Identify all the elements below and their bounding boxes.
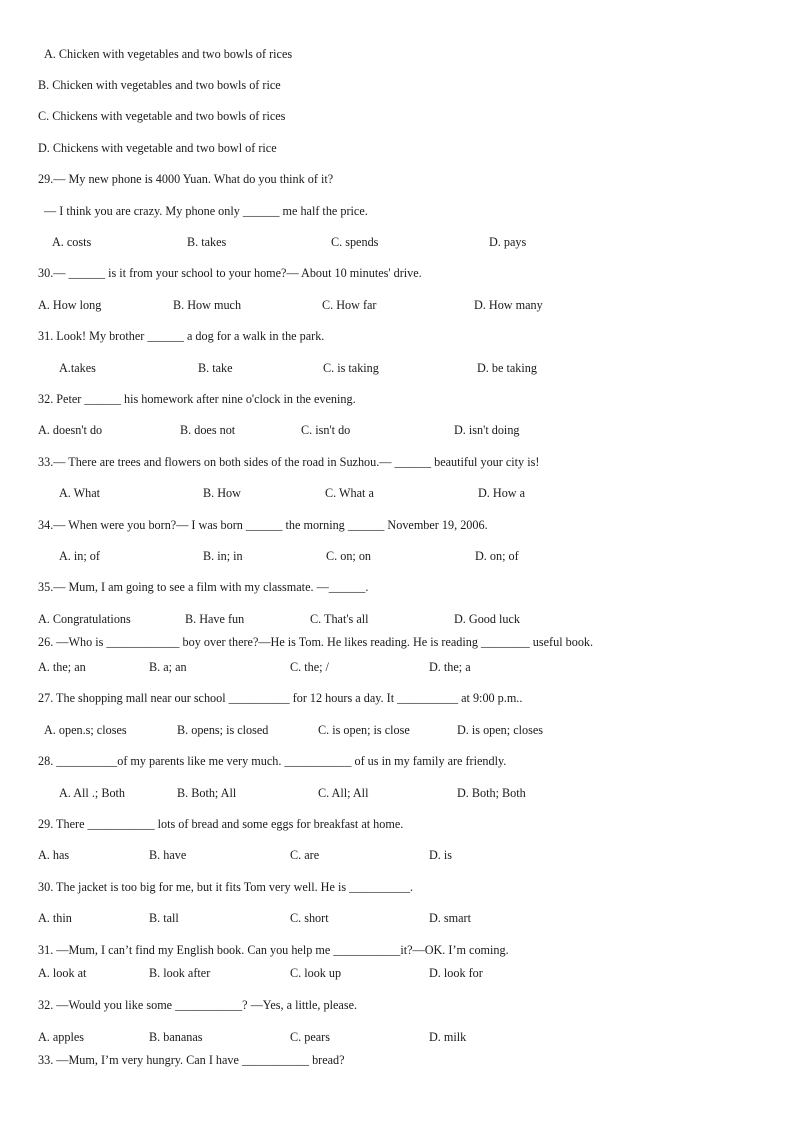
q31-option-c: C. is taking — [323, 361, 379, 375]
q31b-option-a: A. look at — [38, 966, 87, 980]
q31b-option-b: B. look after — [149, 966, 211, 980]
q26-option-d: D. the; a — [429, 660, 471, 674]
q33-option-d: D. How a — [478, 486, 526, 500]
q32-option-b: B. does not — [180, 423, 236, 437]
q28-option-a: A. All .; Both — [59, 786, 126, 800]
question-31b: 31. —Mum, I can’t find my English book. Can you help me ___________it?—OK. I’m coming. — [38, 943, 509, 957]
q34-option-d: D. on; of — [475, 549, 519, 563]
q32-option-d: D. isn't doing — [454, 423, 520, 437]
q28-option-b: B. Both; All — [177, 786, 237, 800]
q34-option-b: B. in; in — [203, 549, 243, 563]
q29-option-d: D. pays — [489, 235, 527, 249]
q31b-option-c: C. look up — [290, 966, 342, 980]
q29-option-b: B. takes — [187, 235, 227, 249]
q30-option-a: A. How long — [38, 298, 102, 312]
q33-option-c: C. What a — [325, 486, 374, 500]
q27-option-d: D. is open; closes — [457, 723, 543, 737]
question-30: 30.— ______ is it from your school to your home?— About 10 minutes' drive. — [38, 266, 422, 280]
q32b-option-d: D. milk — [429, 1030, 467, 1044]
question-26: 26. —Who is ____________ boy over there?—He is Tom. He likes reading. He is reading ________ useful book. — [38, 635, 594, 649]
q30b-option-d: D. smart — [429, 911, 471, 925]
question-35: 35.— Mum, I am going to see a film with my classmate. —______. — [38, 580, 369, 594]
q26-option-a: A. the; an — [38, 660, 86, 674]
q31-option-b: B. take — [198, 361, 233, 375]
q30b-option-b: B. tall — [149, 911, 179, 925]
q29-option-a: A. costs — [52, 235, 92, 249]
option-a: A. Chicken with vegetables and two bowls of rices — [44, 47, 293, 61]
question-31: 31. Look! My brother ______ a dog for a walk in the park. — [38, 329, 325, 343]
option-c: C. Chickens with vegetable and two bowls of rices — [38, 109, 286, 123]
q32-option-a: A. doesn't do — [38, 423, 103, 437]
question-30b: 30. The jacket is too big for me, but it fits Tom very well. He is __________. — [38, 880, 414, 894]
q32b-option-c: C. pears — [290, 1030, 330, 1044]
q30-option-d: D. How many — [474, 298, 543, 312]
q31b-option-d: D. look for — [429, 966, 483, 980]
question-28: 28. __________of my parents like me very much. ___________ of us in my family are friendly. — [38, 754, 507, 768]
q30b-option-c: C. short — [290, 911, 329, 925]
question-34: 34.— When were you born?— I was born ______ the morning ______ November 19, 2006. — [38, 518, 488, 532]
q27-option-c: C. is open; is close — [318, 723, 410, 737]
option-d: D. Chickens with vegetable and two bowl of rice — [38, 141, 277, 155]
q34-option-a: A. in; of — [59, 549, 100, 563]
q34-option-c: C. on; on — [326, 549, 372, 563]
option-b: B. Chicken with vegetables and two bowls of rice — [38, 78, 281, 92]
q27-option-a: A. open.s; closes — [44, 723, 127, 737]
question-32: 32. Peter ______ his homework after nine o'clock in the evening. — [38, 392, 356, 406]
q35-option-c: C. That's all — [310, 612, 369, 626]
q29b-option-a: A. has — [38, 848, 70, 862]
question-33: 33.— There are trees and flowers on both sides of the road in Suzhou.— ______ beautiful your city is! — [38, 455, 540, 469]
q33-option-a: A. What — [59, 486, 101, 500]
question-32b: 32. —Would you like some ___________? —Yes, a little, please. — [38, 998, 358, 1012]
q32b-option-a: A. apples — [38, 1030, 85, 1044]
q29-option-c: C. spends — [331, 235, 379, 249]
q31-option-d: D. be taking — [477, 361, 537, 375]
q32-option-c: C. isn't do — [301, 423, 351, 437]
question-27: 27. The shopping mall near our school __________ for 12 hours a day. It __________ at 9:00 p.m.. — [38, 691, 523, 705]
q26-option-b: B. a; an — [149, 660, 187, 674]
question-29-reply: — I think you are crazy. My phone only ______ me half the price. — [44, 204, 368, 218]
q35-option-d: D. Good luck — [454, 612, 521, 626]
q29b-option-b: B. have — [149, 848, 187, 862]
question-29: 29.— My new phone is 4000 Yuan. What do you think of it? — [38, 172, 334, 186]
q26-option-c: C. the; / — [290, 660, 329, 674]
q29b-option-d: D. is — [429, 848, 453, 862]
q30-option-b: B. How much — [173, 298, 242, 312]
q28-option-c: C. All; All — [318, 786, 369, 800]
question-29b: 29. There ___________ lots of bread and some eggs for breakfast at home. — [38, 817, 404, 831]
q32b-option-b: B. bananas — [149, 1030, 203, 1044]
q30b-option-a: A. thin — [38, 911, 72, 925]
q35-option-a: A. Congratulations — [38, 612, 131, 626]
q28-option-d: D. Both; Both — [457, 786, 526, 800]
q33-option-b: B. How — [203, 486, 241, 500]
q31-option-a: A.takes — [59, 361, 96, 375]
q30-option-c: C. How far — [322, 298, 377, 312]
q35-option-b: B. Have fun — [185, 612, 245, 626]
question-33b: 33. —Mum, I’m very hungry. Can I have ___________ bread? — [38, 1053, 345, 1067]
q29b-option-c: C. are — [290, 848, 320, 862]
q27-option-b: B. opens; is closed — [177, 723, 269, 737]
